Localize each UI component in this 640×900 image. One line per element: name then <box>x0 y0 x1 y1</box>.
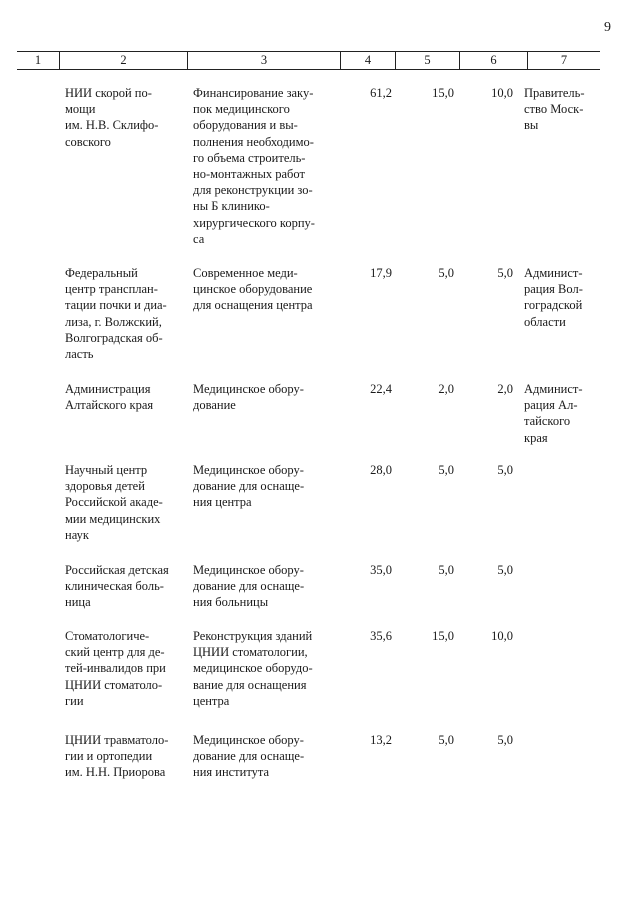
column-number-7: 7 <box>560 53 568 67</box>
funding-purpose: Финансирование заку- пок медицинского оборудования и вы- полнения необходимо- го объема строитель- но-монтажных работ для реконструкции зо- ны Б клинико- хирургического корпу- са <box>193 86 315 246</box>
funding-purpose: Медицинское обору- дование для оснаще- ния центра <box>193 463 305 510</box>
value-col-6: 10,0 <box>491 86 513 100</box>
responsible-party: Админист- рация Вол- гоградской области <box>524 266 583 329</box>
institution-name: Администрация Алтайского края <box>65 382 154 413</box>
value-col-4: 17,9 <box>370 266 392 280</box>
column-number-4: 4 <box>364 53 372 67</box>
responsible-party: Правитель- ство Моск- вы <box>524 86 585 133</box>
institution-name: Федеральный центр трансплан- тации почки и диа- лиза, г. Волжский, Волгоградская об- ласть <box>65 266 167 362</box>
value-col-4: 13,2 <box>370 733 392 747</box>
value-col-6: 5,0 <box>497 463 513 477</box>
column-number-2: 2 <box>120 53 127 67</box>
value-col-6: 5,0 <box>497 563 513 577</box>
value-col-6: 5,0 <box>497 266 513 280</box>
value-col-5: 5,0 <box>438 563 454 577</box>
funding-purpose: Современное меди- цинское оборудование для оснащения центра <box>193 266 313 313</box>
institution-name: ЦНИИ травматоло- гии и ортопедии им. Н.Н. Приорова <box>65 733 169 780</box>
column-number-3: 3 <box>260 53 268 67</box>
value-col-6: 10,0 <box>491 629 513 643</box>
funding-purpose: Медицинское обору- дование для оснаще- ния института <box>193 733 305 780</box>
value-col-4: 35,0 <box>370 563 392 577</box>
institution-name: НИИ скорой по- мощи им. Н.В. Склифо- совского <box>65 86 159 149</box>
value-col-5: 5,0 <box>438 733 454 747</box>
value-col-4: 61,2 <box>370 86 392 100</box>
responsible-party: Админист- рация Ал- тайского края <box>524 382 583 445</box>
funding-purpose: Реконструкция зданий ЦНИИ стоматологии, медицинское оборудо- вание для оснащения центра <box>193 629 313 708</box>
page-number: 9 <box>604 20 611 35</box>
value-col-4: 22,4 <box>370 382 392 396</box>
column-number-6: 6 <box>490 53 497 67</box>
funding-purpose: Медицинское обору- дование для оснаще- ния больницы <box>193 563 305 610</box>
column-header-row <box>17 51 600 70</box>
value-col-6: 5,0 <box>497 733 513 747</box>
column-number-5: 5 <box>424 53 431 67</box>
institution-name: Стоматологиче- ский центр для де- тей-инвалидов при ЦНИИ стоматоло- гии <box>65 629 166 708</box>
value-col-5: 5,0 <box>438 463 454 477</box>
institution-name: Российская детская клиническая боль- ница <box>65 563 169 610</box>
value-col-4: 35,6 <box>370 629 392 643</box>
value-col-5: 2,0 <box>438 382 454 396</box>
column-number-1: 1 <box>34 53 42 67</box>
value-col-4: 28,0 <box>370 463 392 477</box>
value-col-6: 2,0 <box>497 382 513 396</box>
value-col-5: 15,0 <box>432 86 454 100</box>
value-col-5: 15,0 <box>432 629 454 643</box>
funding-purpose: Медицинское обору- дование <box>193 382 304 413</box>
value-col-5: 5,0 <box>438 266 454 280</box>
institution-name: Научный центр здоровья детей Российской акаде- мии медицинских наук <box>65 463 163 542</box>
